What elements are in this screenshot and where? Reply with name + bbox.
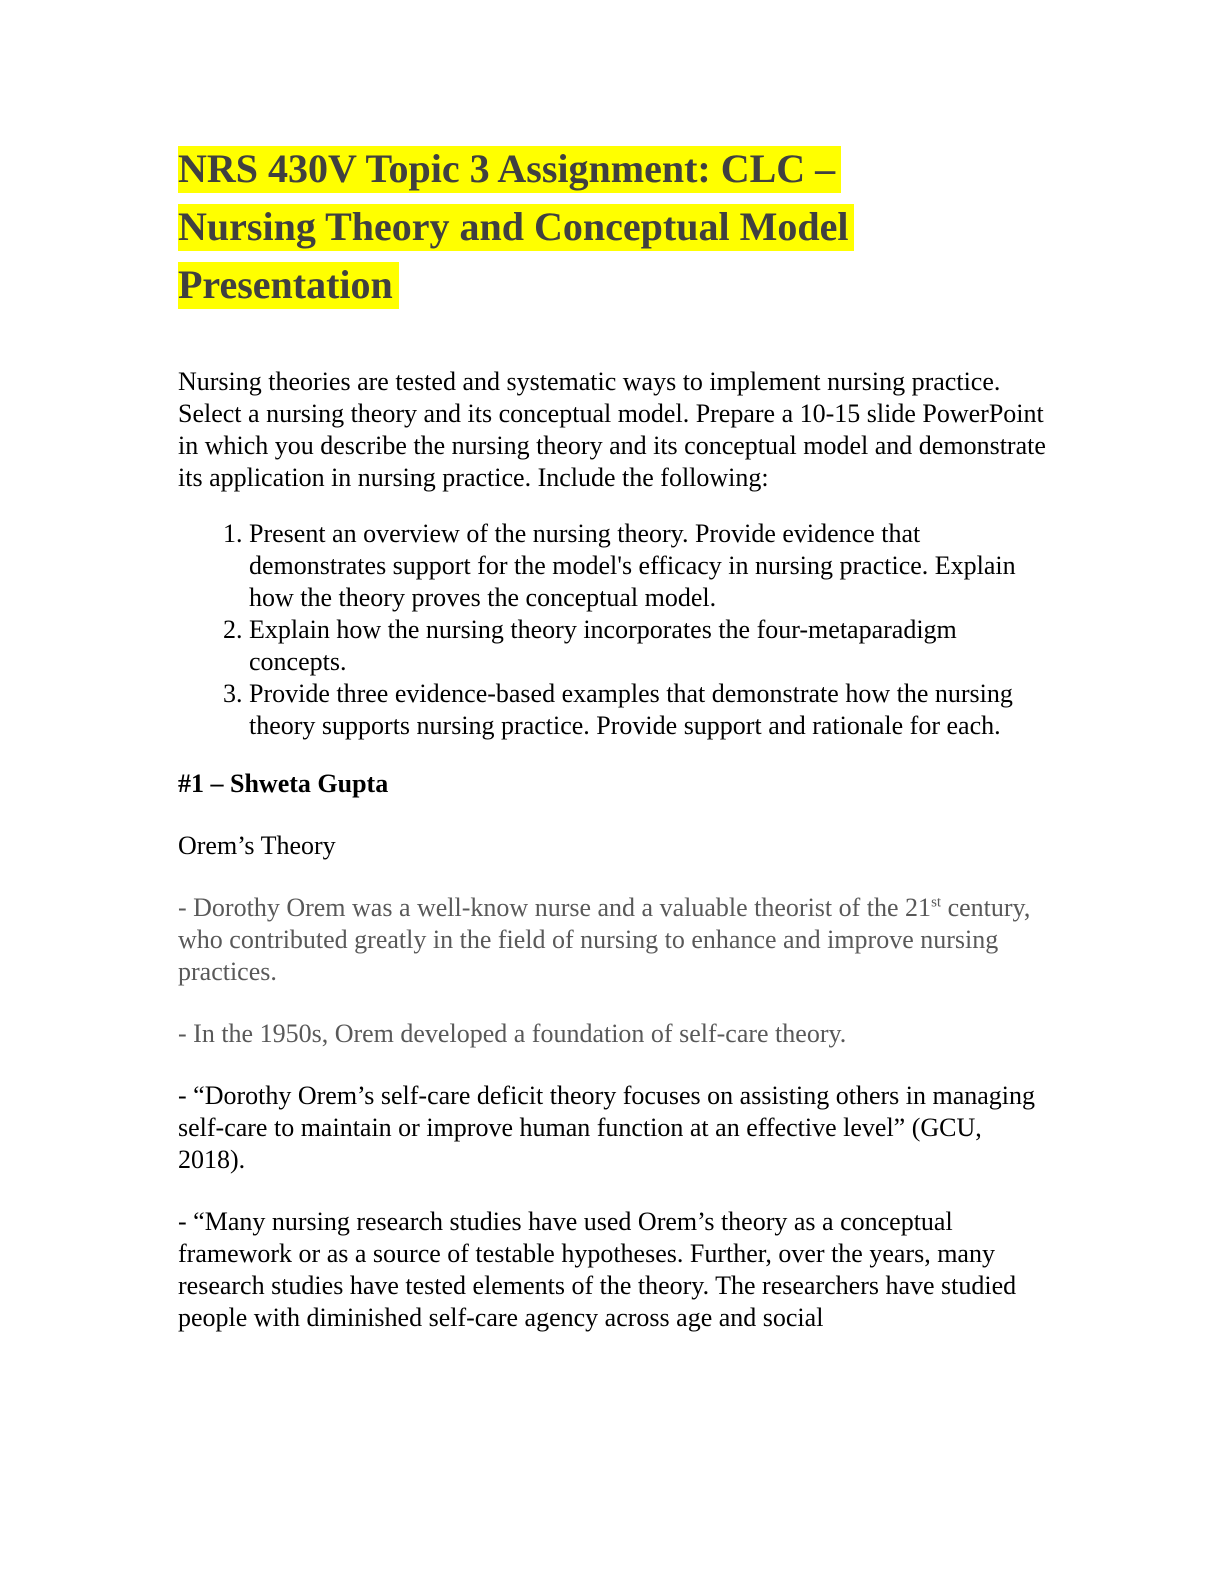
document-page xyxy=(178,140,1048,1334)
bullet-quote-self-care: - “Dorothy Orem’s self-care deficit theory focuses on assisting others in managing self-care to maintain or improve human function at an effective level” (GCU, 2018). xyxy=(178,1081,1036,1174)
requirements-list xyxy=(178,518,1048,742)
theory-name: Orem’s Theory xyxy=(178,831,336,860)
bullet-quote-research: - “Many nursing research studies have used Orem’s theory as a conceptual framework or as a source of testable hypotheses. Further, over the years, many research studies have tested elements of the theory. The researchers have studied people with diminished self-care agency across age and social xyxy=(178,1207,1017,1332)
document-title xyxy=(178,140,1048,314)
title-line-2: Nursing Theory and Conceptual Model xyxy=(178,204,854,251)
list-item: 3. Provide three evidence-based examples that demonstrate how the nursing theory supports nursing practice. Provide support and rationale for each. xyxy=(249,678,1048,742)
intro-paragraph: Nursing theories are tested and systematic ways to implement nursing practice. Select a nursing theory and its conceptual model. Prepare a 10-15 slide PowerPoint in which you describe the nursing theory and its conceptual model and demonstrate its application in nursing practice. Include the following: xyxy=(178,367,1046,492)
bullet-orem-bio-text-cont: century, who contributed greatly in the field of nursing to enhance and improve nursing practices. xyxy=(178,893,1031,986)
bullet-1950s: - In the 1950s, Orem developed a foundation of self-care theory. xyxy=(178,1019,847,1048)
bullet-orem-bio xyxy=(178,892,1048,988)
list-item: 1. Present an overview of the nursing theory. Provide evidence that demonstrates support for the model's efficacy in nursing practice. Explain how the theory proves the conceptual model. xyxy=(249,518,1048,614)
bullet-orem-bio-text: - Dorothy Orem was a well-know nurse and a valuable theorist of the 21 xyxy=(178,893,932,922)
list-item: 2. Explain how the nursing theory incorporates the four-metaparadigm concepts. xyxy=(249,614,1048,678)
section-heading: #1 – Shweta Gupta xyxy=(178,769,389,798)
title-line-1: NRS 430V Topic 3 Assignment: CLC – xyxy=(178,146,841,193)
title-line-3: Presentation xyxy=(178,262,399,309)
ordinal-suffix: st xyxy=(931,894,942,911)
